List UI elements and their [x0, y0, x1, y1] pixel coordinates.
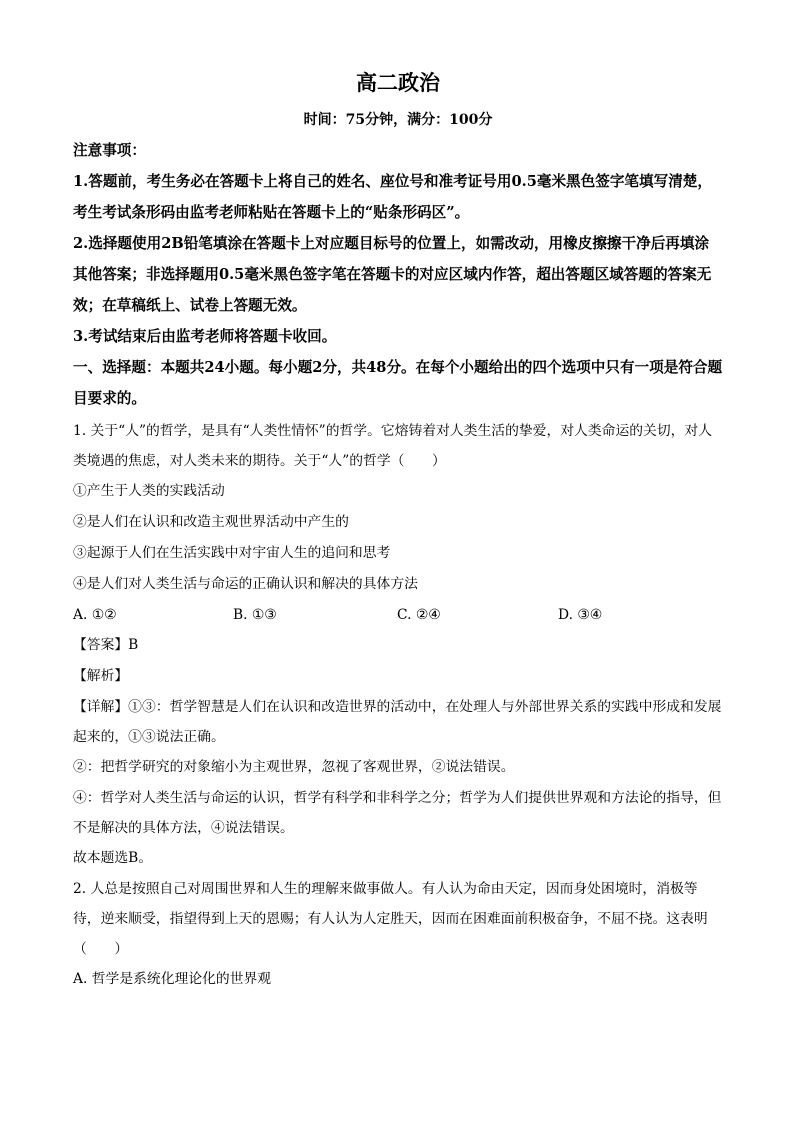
explanation-conclusion: 故本题选B。 [73, 850, 153, 866]
explanation-paragraph: ②：把哲学研究的对象缩小为主观世界，忽视了客观世界，②说法错误。 [73, 759, 515, 775]
section-heading: 一、选择题：本题共24小题。每小题2分，共48分。在每个小题给出的四个选项中只有一项是符合题目要求的。 [73, 359, 723, 407]
question-stem: 1. 关于“人”的哲学，是具有“人类性情怀”的哲学。它熔铸着对人类生活的挚爱，对人类命运的关切，对人类境遇的焦虑，对人类未来的期待。关于“人”的哲学（ ） [73, 423, 713, 469]
statement: ③起源于人们在生活实践中对宇宙人生的追问和思考 [73, 545, 391, 561]
notice-item: 3.考试结束后由监考老师将答题卡收回。 [73, 328, 337, 345]
analysis-label: 【解析】 [73, 668, 129, 684]
question-stem: 2. 人总是按照自己对周围世界和人生的理解来做事做人。有人认为命由天定，因而身处困境时，消极等待，逆来顺受，指望得到上天的恩赐；有人认为人定胜天，因而在困难面前积极奋争，不屈不挠。这表明（ ） [73, 881, 708, 957]
exam-info: 时间：75分钟，满分：100分 [303, 112, 493, 128]
statement: ①产生于人类的实践活动 [73, 483, 225, 499]
notice-item: 1.答题前，考生务必在答题卡上将自己的姓名、座位号和准考证号用0.5毫米黑色签字笔填写清楚，考生考试条形码由监考老师粘贴在答题卡上的“贴条形码区”。 [73, 173, 712, 221]
notice-item: 2.选择题使用2B铅笔填涂在答题卡上对应题目标号的位置上，如需改动，用橡皮擦擦干净后再填涂其他答案；非选择题用0.5毫米黑色签字笔在答题卡的对应区域内作答，超出答题区域答题的答案无效；在草稿纸上、试卷上答题无效。 [73, 235, 712, 314]
explanation-paragraph: ④：哲学对人类生活与命运的认识，哲学有科学和非科学之分；哲学为人们提供世界观和方法论的指导，但不是解决的具体方法，④说法错误。 [73, 790, 722, 836]
notice-heading: 注意事项： [73, 142, 146, 159]
options-row [73, 600, 723, 630]
statement: ④是人们对人类生活与命运的正确认识和解决的具体方法 [73, 576, 418, 592]
option-b: B. ①③ [233, 607, 277, 623]
answer-label: 【答案】B [73, 637, 139, 653]
page-title: 高二政治 [356, 70, 440, 95]
option-d: D. ③④ [558, 607, 603, 623]
exam-page [73, 62, 723, 995]
option-c: C. ②④ [397, 607, 441, 623]
statement: ②是人们在认识和改造主观世界活动中产生的 [73, 514, 349, 530]
explanation-paragraph: 【详解】①③：哲学智慧是人们在认识和改造世界的活动中，在处理人与外部世界关系的实践中形成和发展起来的，①③说法正确。 [73, 699, 722, 745]
option-a: A. 哲学是系统化理论化的世界观 [73, 971, 272, 987]
option-a: A. ①② [73, 607, 117, 623]
